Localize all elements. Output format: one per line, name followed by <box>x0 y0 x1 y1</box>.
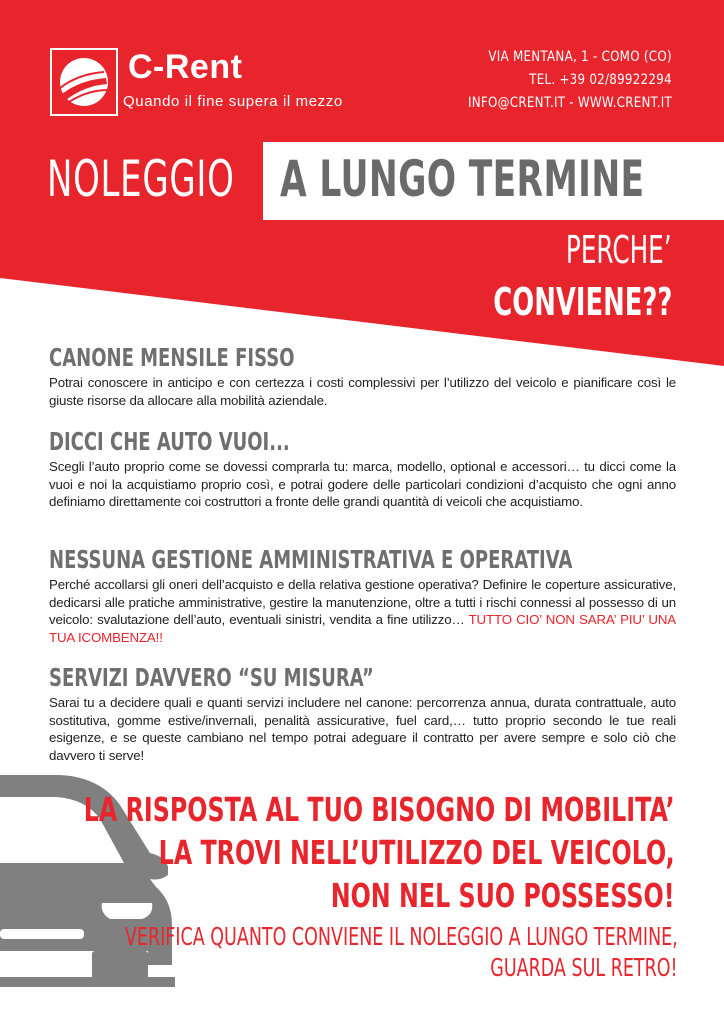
contact-phone: TEL. +39 02/89922294 <box>529 72 672 88</box>
section-highlight-gestione: TUTTO CIO’ NON SARA’ PIU’ UNA TUA ICOMBENZA!! <box>49 612 676 645</box>
section-body-canone: Potrai conoscere in anticipo e con certezza i costi complessivi per l’utilizzo del veicolo e pianificare così le giuste risorse da allocare alla mobilità aziendale. <box>49 375 676 408</box>
headline-perche: PERCHE’ <box>566 228 672 272</box>
section-title-gestione: NESSUNA GESTIONE AMMINISTRATIVA E OPERATIVA <box>49 545 573 574</box>
contact-web: INFO@CRENT.IT - WWW.CRENT.IT <box>467 95 672 111</box>
answer-line-1: LA RISPOSTA AL TUO BISOGNO DI MOBILITA’ <box>84 790 675 829</box>
section-title-servizi: SERVIZI DAVVERO “SU MISURA” <box>49 663 374 692</box>
answer-line-2: LA TROVI NELL’UTILIZZO DEL VEICOLO, <box>158 833 675 872</box>
headline-noleggio: NOLEGGIO <box>47 150 235 208</box>
section-title-auto: DICCI CHE AUTO VUOI... <box>49 427 290 456</box>
verify-line-2: GUARDA SUL RETRO! <box>490 953 678 982</box>
headline-lungo-termine: A LUNGO TERMINE <box>280 150 645 208</box>
headline-conviene: CONVIENE?? <box>492 280 672 324</box>
section-body-gestione <box>49 576 676 646</box>
section-body-servizi: Sarai tu a decidere quali e quanti servizi includere nel canone: percorrenza annua, durata contrattuale, auto sostitutiva, gomme estive/invernali, penalità assicurative, fuel card,… tutto proprio secondo le tue reali esigenze, e se queste cambiano nel tempo potrai adeguare il contratto per avere sempre e solo ciò che davvero ti serve! <box>49 695 676 763</box>
section-title-canone: CANONE MENSILE FISSO <box>49 343 295 372</box>
contact-address: VIA MENTANA, 1 - COMO (CO) <box>488 49 672 65</box>
verify-line-1: VERIFICA QUANTO CONVIENE IL NOLEGGIO A LUNGO TERMINE, <box>125 922 678 951</box>
answer-line-3: NON NEL SUO POSSESSO! <box>331 876 675 915</box>
brand-tagline: Quando il fine supera il mezzo <box>123 93 343 110</box>
brand-name: C-Rent <box>128 48 243 86</box>
road-icon <box>50 48 118 116</box>
section-body-gestione-text: Perché accollarsi gli oneri dell’acquisto e della relativa gestione operativa? Definire le coperture assicurative, dedicarsi alle pratiche amministrative, gestire la manutenzione, oltre a tutti i rischi connessi al possesso di un veicolo: svalutazione dell’auto, eventuali sinistri, vendita a fine utilizzo… <box>49 577 676 627</box>
section-body-auto: Scegli l’auto proprio come se dovessi comprarla tu: marca, modello, optional e accessori… tu dicci come la vuoi e noi la acquistiamo proprio così, e potrai godere delle particolari condizioni d’acquisto che ogni anno definiamo direttamente coi costruttori a fronte delle grandi quantità di veicoli che acquistiamo. <box>49 459 676 509</box>
